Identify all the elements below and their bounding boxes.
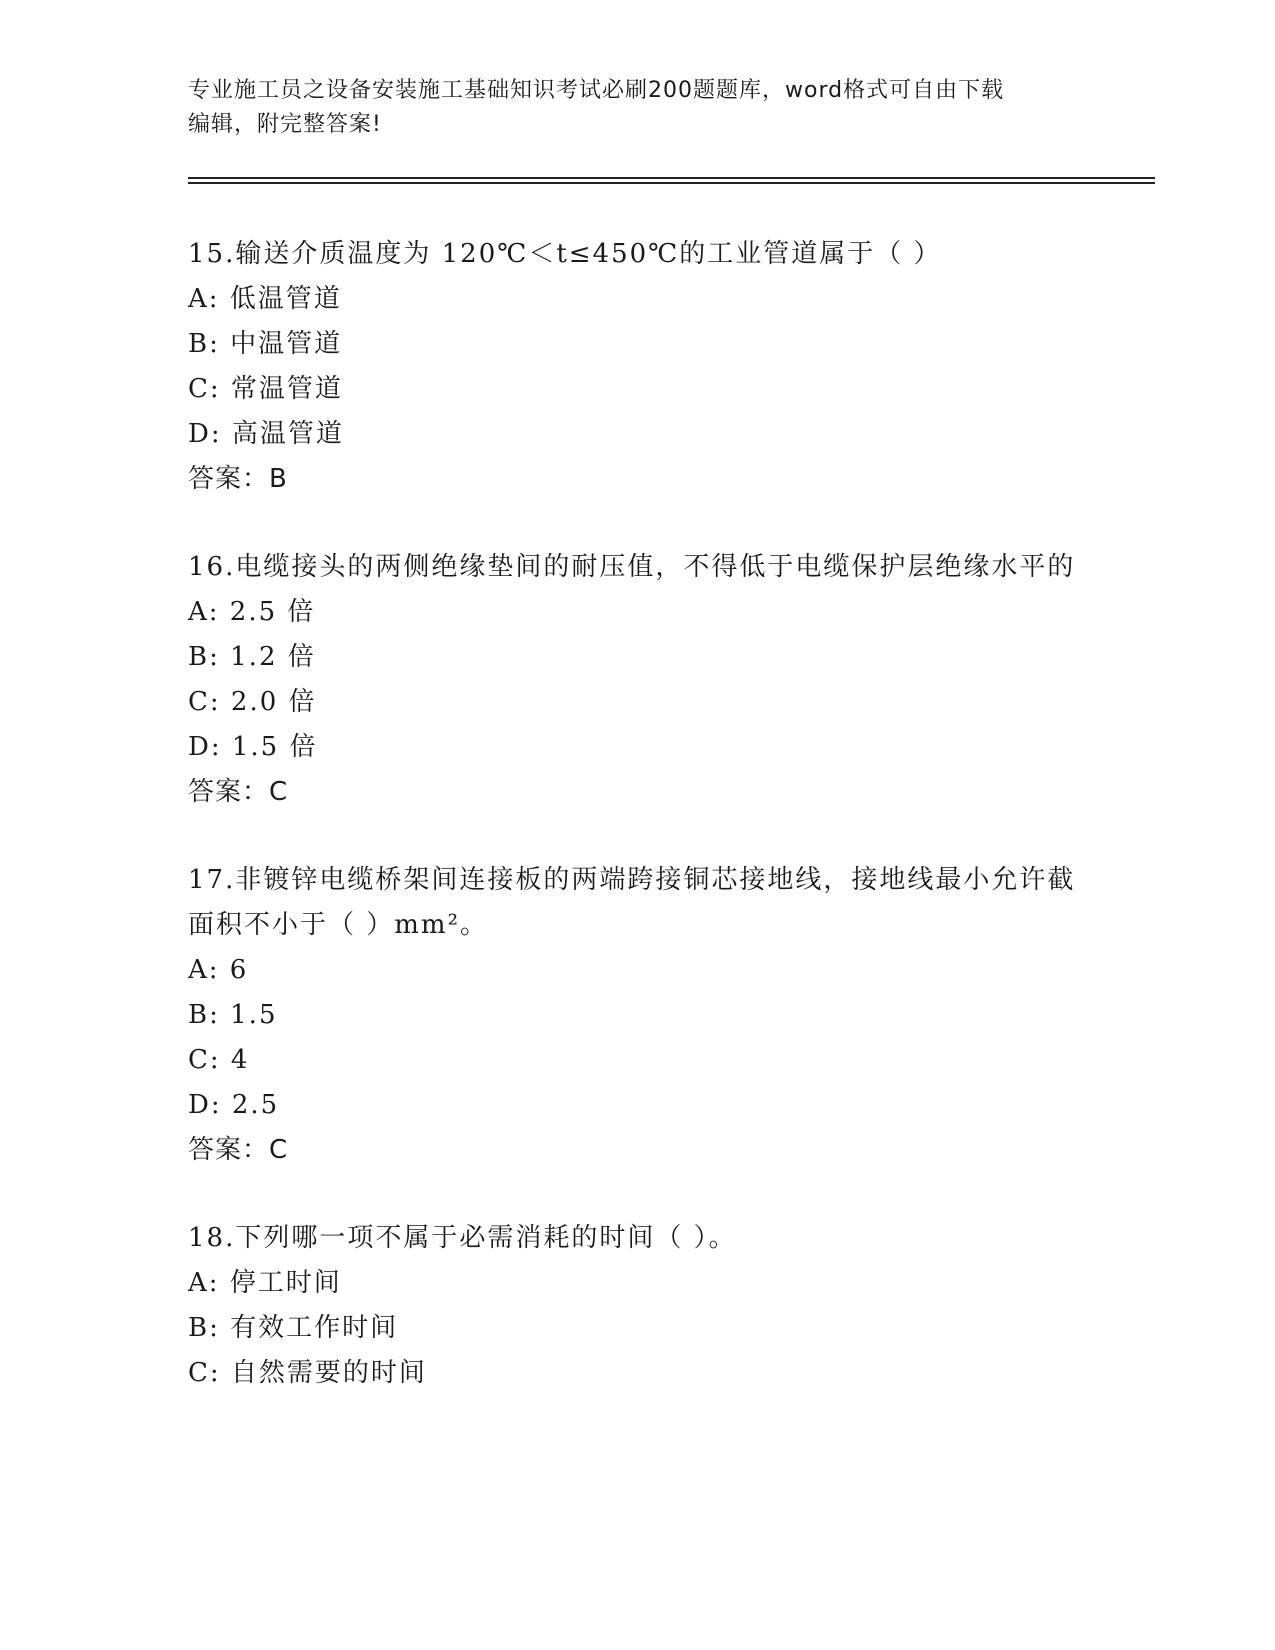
- option-d: D: 高温管道: [188, 419, 344, 449]
- option-b: B: 中温管道: [188, 329, 343, 359]
- option-b: B: 1.2 倍: [188, 642, 316, 672]
- question-stem: 18.下列哪一项不属于必需消耗的时间（ ）。: [188, 1223, 737, 1253]
- answer-line: 答案：B: [188, 464, 288, 494]
- question-stem: 16.电缆接头的两侧绝缘垫间的耐压值，不得低于电缆保护层绝缘水平的: [188, 552, 1076, 582]
- answer-line: 答案：C: [188, 1135, 289, 1165]
- option-c: C: 2.0 倍: [188, 687, 317, 717]
- header-rule-top: [188, 177, 1155, 179]
- question-16: [188, 545, 1088, 815]
- option-c: C: 4: [188, 1045, 250, 1075]
- option-a: A: 6: [188, 955, 249, 985]
- option-d: D: 1.5 倍: [188, 732, 318, 762]
- question-15: [188, 232, 1088, 502]
- option-b: B: 1.5: [188, 1000, 278, 1030]
- answer-line: 答案：C: [188, 777, 289, 807]
- question-17: [188, 858, 1088, 1173]
- option-a: A: 停工时间: [188, 1268, 342, 1298]
- document-header: [188, 74, 1088, 142]
- option-a: A: 低温管道: [188, 284, 342, 314]
- header-rule-bottom: [188, 182, 1155, 184]
- question-list: [188, 232, 1088, 1439]
- header-line-1: 专业施工员之设备安装施工基础知识考试必刷200题题库，word格式可自由下载: [188, 78, 1005, 103]
- question-stem: 17.非镀锌电缆桥架间连接板的两端跨接铜芯接地线，接地线最小允许截面积不小于（ ）mm²。: [188, 865, 1076, 940]
- option-d: D: 2.5: [188, 1090, 280, 1120]
- option-b: B: 有效工作时间: [188, 1313, 399, 1343]
- option-c: C: 自然需要的时间: [188, 1358, 427, 1388]
- option-c: C: 常温管道: [188, 374, 343, 404]
- header-line-2: 编辑，附完整答案!: [188, 112, 382, 137]
- question-18: [188, 1216, 1088, 1396]
- question-stem: 15.输送介质温度为 120℃＜t≤450℃的工业管道属于（ ）: [188, 239, 942, 269]
- option-a: A: 2.5 倍: [188, 597, 316, 627]
